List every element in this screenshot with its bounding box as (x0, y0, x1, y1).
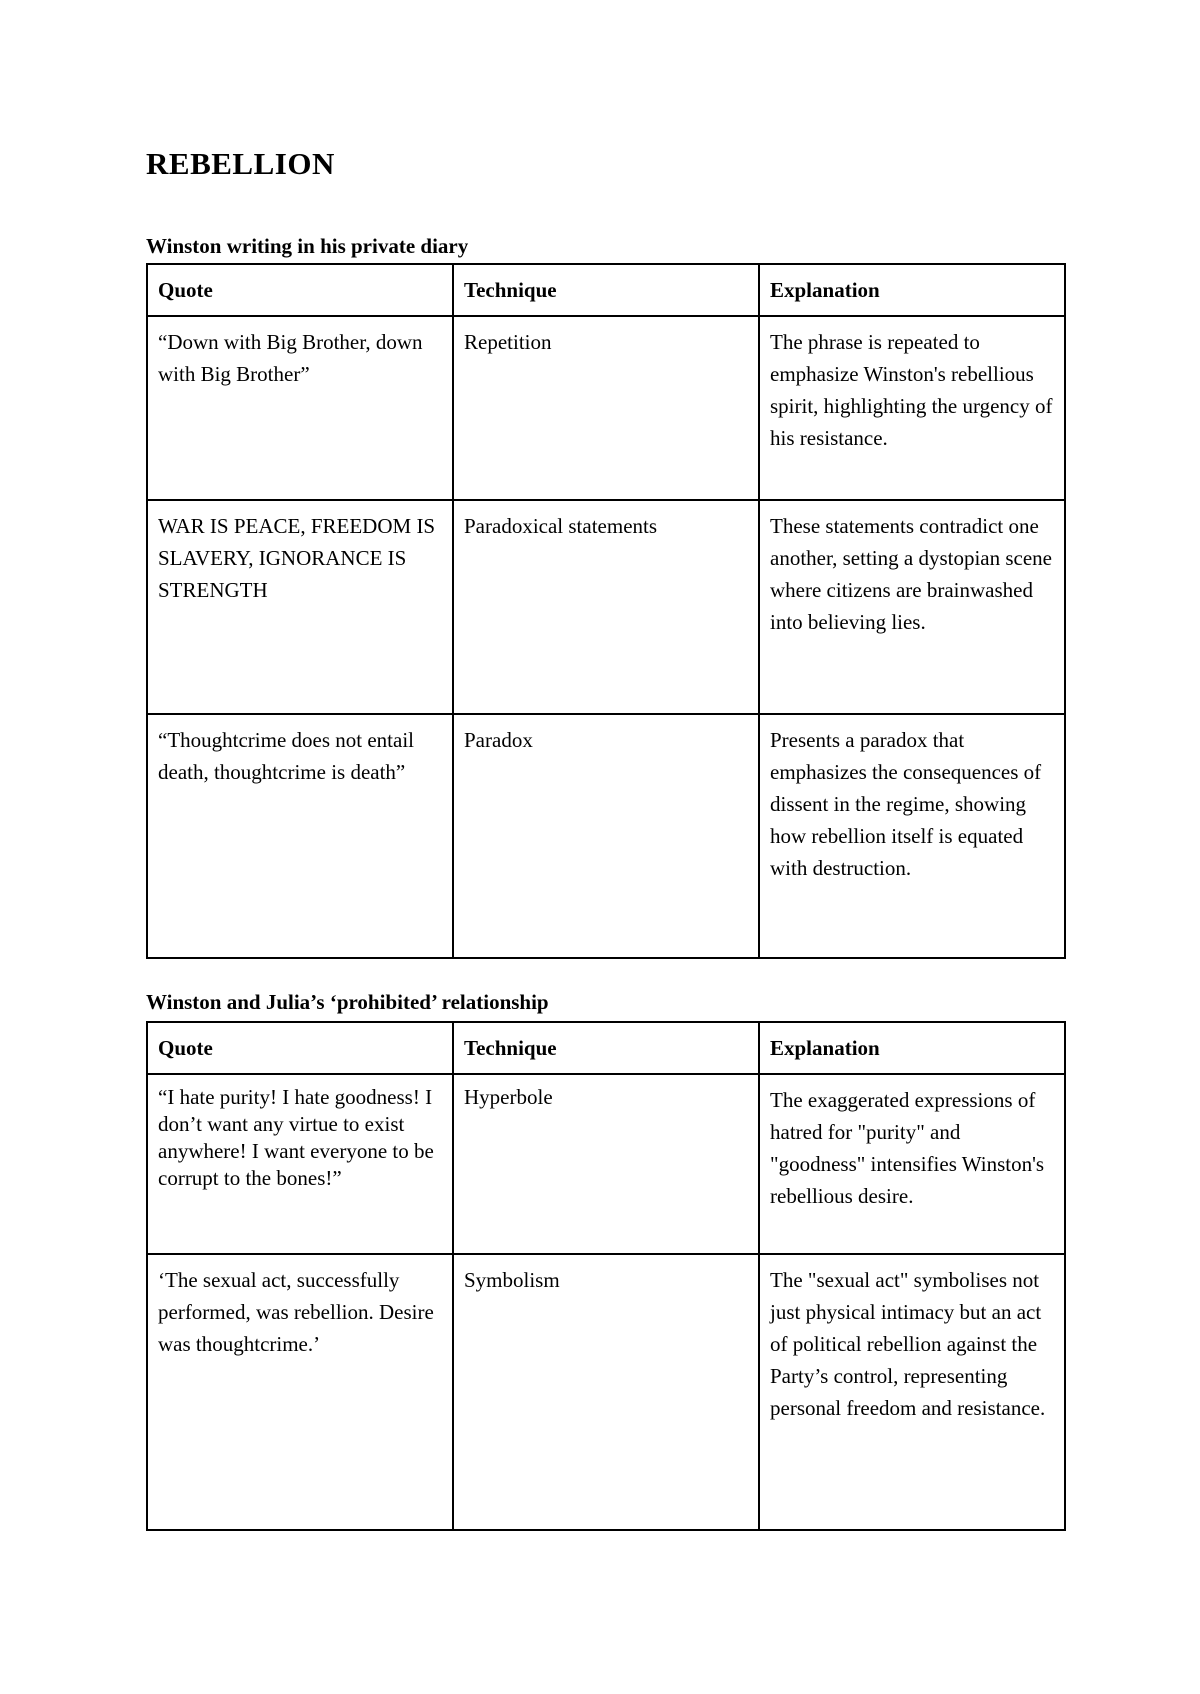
column-header-technique: Technique (453, 264, 759, 316)
table-row (147, 316, 1065, 500)
column-header-quote: Quote (147, 264, 453, 316)
explanation-cell: Presents a paradox that emphasizes the consequences of dissent in the regime, showing how rebellion itself is equated with destruction. (759, 714, 1065, 958)
technique-cell: Paradoxical statements (453, 500, 759, 714)
explanation-cell: The phrase is repeated to emphasize Winston's rebellious spirit, highlighting the urgency of his resistance. (759, 316, 1065, 500)
explanation-cell: The "sexual act" symbolises not just physical intimacy but an act of political rebellion against the Party’s control, representing personal freedom and resistance. (759, 1254, 1065, 1530)
column-header-explanation: Explanation (759, 264, 1065, 316)
quote-cell: “I hate purity! I hate goodness! I don’t want any virtue to exist anywhere! I want everyone to be corrupt to the bones!” (147, 1074, 453, 1254)
quote-cell: “Down with Big Brother, down with Big Brother” (147, 316, 453, 500)
quote-cell: “Thoughtcrime does not entail death, thoughtcrime is death” (147, 714, 453, 958)
table-row (147, 500, 1065, 714)
table-row (147, 1074, 1065, 1254)
technique-cell: Repetition (453, 316, 759, 500)
relationship-quotes-table (146, 1021, 1066, 1531)
page-title: REBELLION (146, 146, 335, 181)
table-row (147, 714, 1065, 958)
table-row (147, 1254, 1065, 1530)
technique-cell: Hyperbole (453, 1074, 759, 1254)
diary-quotes-table (146, 263, 1066, 959)
table-header-row (147, 264, 1065, 316)
explanation-cell: These statements contradict one another, setting a dystopian scene where citizens are brainwashed into believing lies. (759, 500, 1065, 714)
technique-cell: Paradox (453, 714, 759, 958)
table-header-row (147, 1022, 1065, 1074)
quote-cell: WAR IS PEACE, FREEDOM IS SLAVERY, IGNORANCE IS STRENGTH (147, 500, 453, 714)
column-header-quote: Quote (147, 1022, 453, 1074)
quote-cell: ‘The sexual act, successfully performed, was rebellion. Desire was thoughtcrime.’ (147, 1254, 453, 1530)
section-heading-diary: Winston writing in his private diary (146, 234, 469, 258)
column-header-technique: Technique (453, 1022, 759, 1074)
technique-cell: Symbolism (453, 1254, 759, 1530)
explanation-cell: The exaggerated expressions of hatred for "purity" and "goodness" intensifies Winston's rebellious desire. (759, 1074, 1065, 1254)
column-header-explanation: Explanation (759, 1022, 1065, 1074)
section-heading-relationship: Winston and Julia’s ‘prohibited’ relationship (146, 990, 549, 1014)
